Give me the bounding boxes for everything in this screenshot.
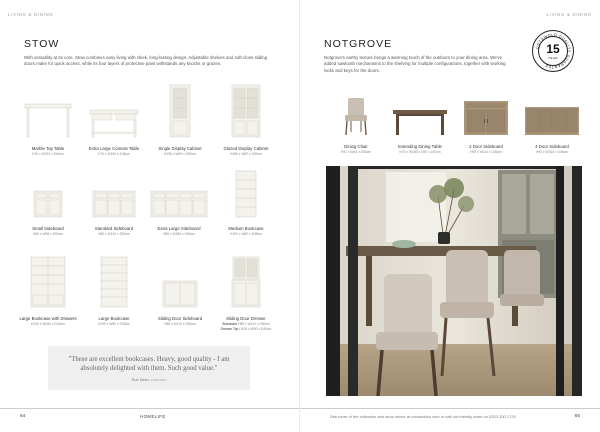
product-name: 2 Door Sideboard	[469, 144, 503, 149]
product-dims: H196 x W92 x D50cm	[229, 152, 263, 156]
bookcase-icon	[100, 256, 128, 308]
product-sliding-door-sideboard[interactable]	[150, 280, 210, 326]
glazed-cabinet-icon	[231, 84, 261, 138]
product-dims: H195 x W150 x D43cm	[31, 322, 65, 326]
product-name: Standard Sideboard	[94, 226, 134, 231]
product-single-display-cabinet[interactable]	[150, 84, 210, 156]
badge-ring-text: COTSWOLD QUALITY GUARANTEE	[535, 32, 572, 70]
product-name: Extra Large Console Table	[88, 146, 140, 151]
dining-room-image	[326, 166, 582, 396]
stow-intro: With versatility at its core, Stow combines easy living with sleek, long-lasting design. Adjustable shelves and soft-close sliding doors make for quick access, while its four layers of protective paint withstands any knocks or grazes.	[24, 55, 268, 67]
customer-quote	[48, 346, 250, 390]
product-large-bookcase[interactable]	[84, 256, 144, 326]
product-name: Sliding Door Dresser	[226, 316, 266, 321]
product-console-table[interactable]	[82, 102, 146, 156]
product-sliding-door-dresser[interactable]	[210, 256, 282, 331]
dining-table-icon	[392, 106, 448, 136]
product-name: Extending Dining Table	[398, 144, 442, 149]
quote-text: "These are excellent bookcases. Heavy, good quality - I am absolutely delighted with them. Such good value."	[68, 356, 230, 372]
quote-author-role: customer	[150, 378, 167, 382]
product-extra-large-sideboard[interactable]	[146, 190, 212, 236]
console-table-icon	[89, 102, 139, 138]
dining-room-photo	[326, 166, 582, 396]
brand-name: HOMELIFE	[140, 414, 166, 419]
quote-author-name: Rob Keen,	[131, 378, 150, 382]
dresser-variant-top	[210, 327, 282, 331]
dresser-icon	[231, 256, 261, 308]
guarantee-badge	[532, 30, 574, 72]
page-number-left: 64	[20, 414, 26, 419]
product-dims: H195 x W90 x D35cm	[97, 322, 131, 326]
product-name: Large Bookcase	[98, 316, 130, 321]
footer-divider	[0, 408, 300, 409]
stow-title: STOW	[24, 38, 60, 50]
notgrove-title: NOTGROVE	[324, 38, 393, 50]
product-dims: H76 x W122 x D64cm	[31, 152, 65, 156]
running-head-left: LIVING & DINING	[8, 12, 54, 17]
footer-divider	[300, 408, 600, 409]
product-dims: H196 x W69 x D50cm	[163, 152, 197, 156]
page-number-right: 65	[574, 414, 580, 419]
shop-online-cta[interactable]: See more of the collection and shop online at cotswoldco.com or call our friendly team on 0333 200 1725	[330, 414, 516, 419]
product-dims: H190 x W80 x D35cm	[229, 232, 263, 236]
product-name: Small Sideboard	[32, 226, 64, 231]
product-name: Sliding Door Sideboard	[157, 316, 203, 321]
product-name: Dining Chair	[344, 144, 368, 149]
product-dims: H90 x W110 x D46cm	[470, 150, 502, 154]
product-glazed-display-cabinet[interactable]	[214, 84, 278, 156]
notgrove-intro: Notgrove's earthy texture brings a warming touch of the outdoors to your dining area. We've added sawtooth mechanisms to the shelving for multiple configurations, together with working locks and keys for the doors.	[324, 55, 506, 73]
product-large-bookcase-drawers[interactable]	[14, 256, 82, 326]
product-marble-top-table[interactable]	[18, 102, 78, 156]
product-dims: H76 x W180 x D90 x 230cm	[399, 150, 441, 154]
sideboard-icon	[150, 190, 208, 218]
product-dims: H85 x W96 x D50cm	[32, 232, 64, 236]
product-dims: H85 x W110 x D50cm	[164, 322, 196, 326]
sideboard-icon	[33, 190, 63, 218]
sideboard-icon	[162, 280, 198, 308]
product-dims: H85 x W140 x D50cm	[97, 232, 131, 236]
product-name: Single Display Cabinet	[158, 146, 202, 151]
product-4-door-sideboard[interactable]	[520, 106, 584, 154]
product-standard-sideboard[interactable]	[82, 190, 146, 236]
bookcase-icon	[30, 256, 66, 308]
product-name: Large Bookcase with Drawers	[19, 316, 77, 321]
variant-dims: H85 x W110 x D50cm	[238, 322, 270, 326]
product-dims: H76 x W160 x D46cm	[97, 152, 131, 156]
bookcase-icon	[235, 170, 257, 218]
product-name: 4 Door Sideboard	[535, 144, 569, 149]
product-dims: H90 x W160 x D46cm	[535, 150, 569, 154]
sideboard-icon	[92, 190, 136, 218]
product-2-door-sideboard[interactable]	[458, 100, 514, 154]
product-dims: H85 x W180 x D50cm	[162, 232, 196, 236]
product-dims: H91 x W46 x D56cm	[340, 150, 372, 154]
product-name: Extra Large Sideboard	[157, 226, 201, 231]
variant-label: Dresser Top	[220, 327, 239, 331]
running-head-right: LIVING & DINING	[546, 12, 592, 17]
product-name: Medium Bookcase	[228, 226, 264, 231]
display-cabinet-icon	[169, 84, 191, 138]
variant-dims: H106 x W90 x D45cm	[239, 327, 272, 331]
badge-number: 15	[546, 42, 560, 56]
sideboard-icon	[524, 106, 580, 136]
quote-author	[48, 378, 250, 382]
chair-icon	[341, 96, 371, 136]
product-extending-dining-table[interactable]	[388, 106, 452, 154]
product-small-sideboard[interactable]	[18, 190, 78, 236]
table-icon	[24, 102, 72, 138]
sideboard-icon	[463, 100, 509, 136]
dresser-variant-sideboard	[210, 322, 282, 326]
badge-unit: YEAR	[547, 56, 559, 60]
variant-label: Sideboard	[222, 322, 238, 326]
product-medium-bookcase[interactable]	[216, 170, 276, 236]
product-name: Marble Top Table	[31, 146, 65, 151]
product-name: Glazed Display Cabinet	[223, 146, 269, 151]
product-dining-chair[interactable]	[332, 96, 380, 154]
